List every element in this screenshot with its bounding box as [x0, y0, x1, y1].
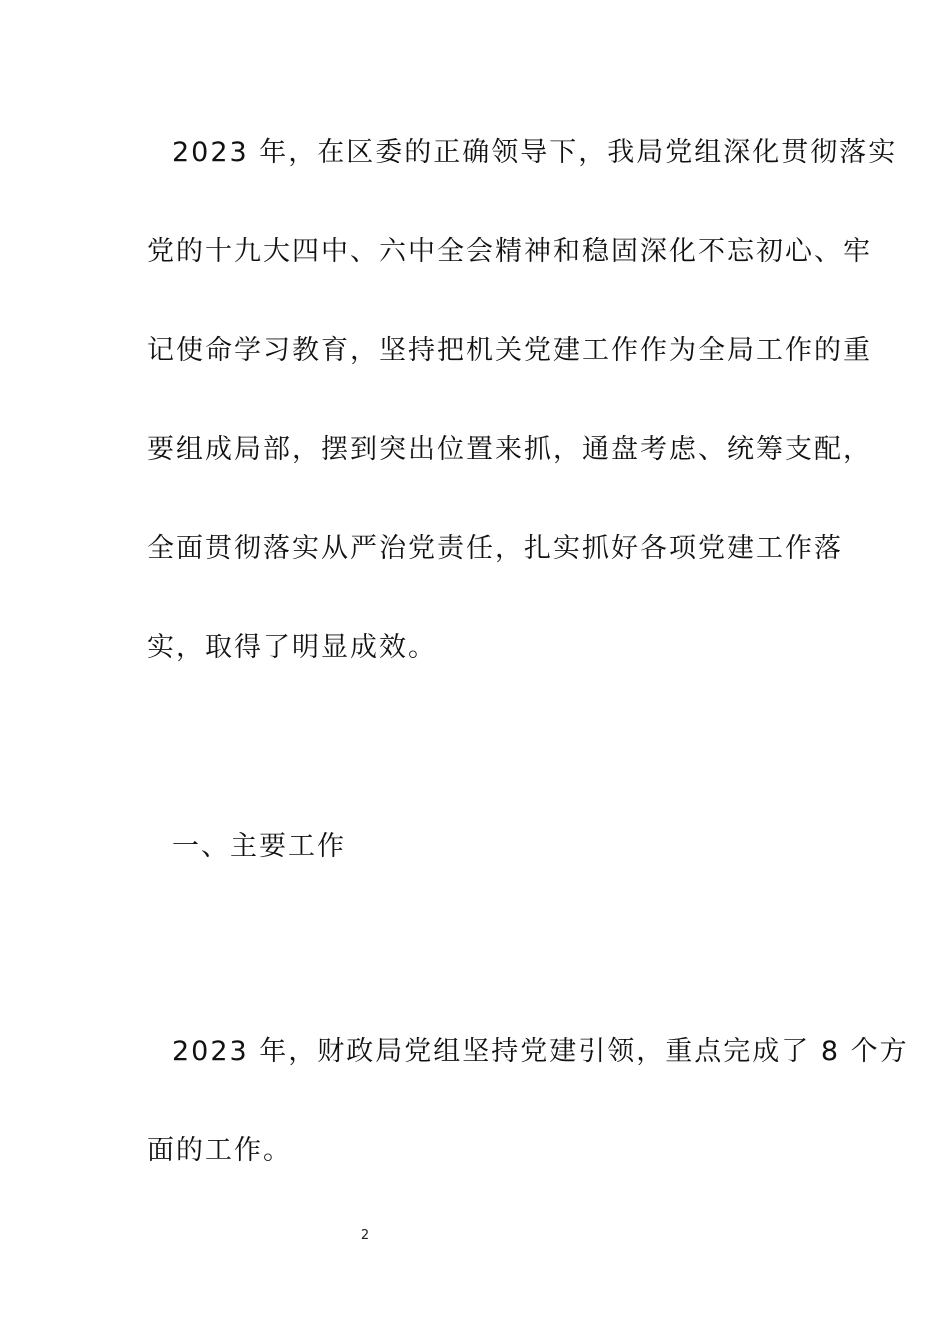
- paragraph-line: 2023 年，财政局党组坚持党建引领，重点完成了 8 个方: [172, 1036, 909, 1067]
- paragraph-line: 2023 年，在区委的正确领导下，我局党组深化贯彻落实: [172, 137, 898, 168]
- paragraph-line: 面的工作。: [147, 1135, 292, 1166]
- paragraph-line: 实，取得了明显成效。: [147, 632, 437, 663]
- paragraph-line: 记使命学习教育，坚持把机关党建工作作为全局工作的重: [147, 335, 872, 366]
- section-heading: 一、主要工作: [172, 831, 346, 862]
- paragraph-line: 党的十九大四中、六中全会精神和稳固深化不忘初心、牢: [147, 236, 872, 267]
- paragraph-line: 要组成局部，摆到突出位置来抓，通盘考虑、统筹支配，: [147, 434, 872, 465]
- page-number: 2: [360, 1228, 370, 1243]
- paragraph-main-work: [147, 1002, 909, 1200]
- paragraph-line: 全面贯彻落实从严治党责任，扎实抓好各项党建工作落: [147, 533, 843, 564]
- paragraph-intro: [147, 103, 898, 697]
